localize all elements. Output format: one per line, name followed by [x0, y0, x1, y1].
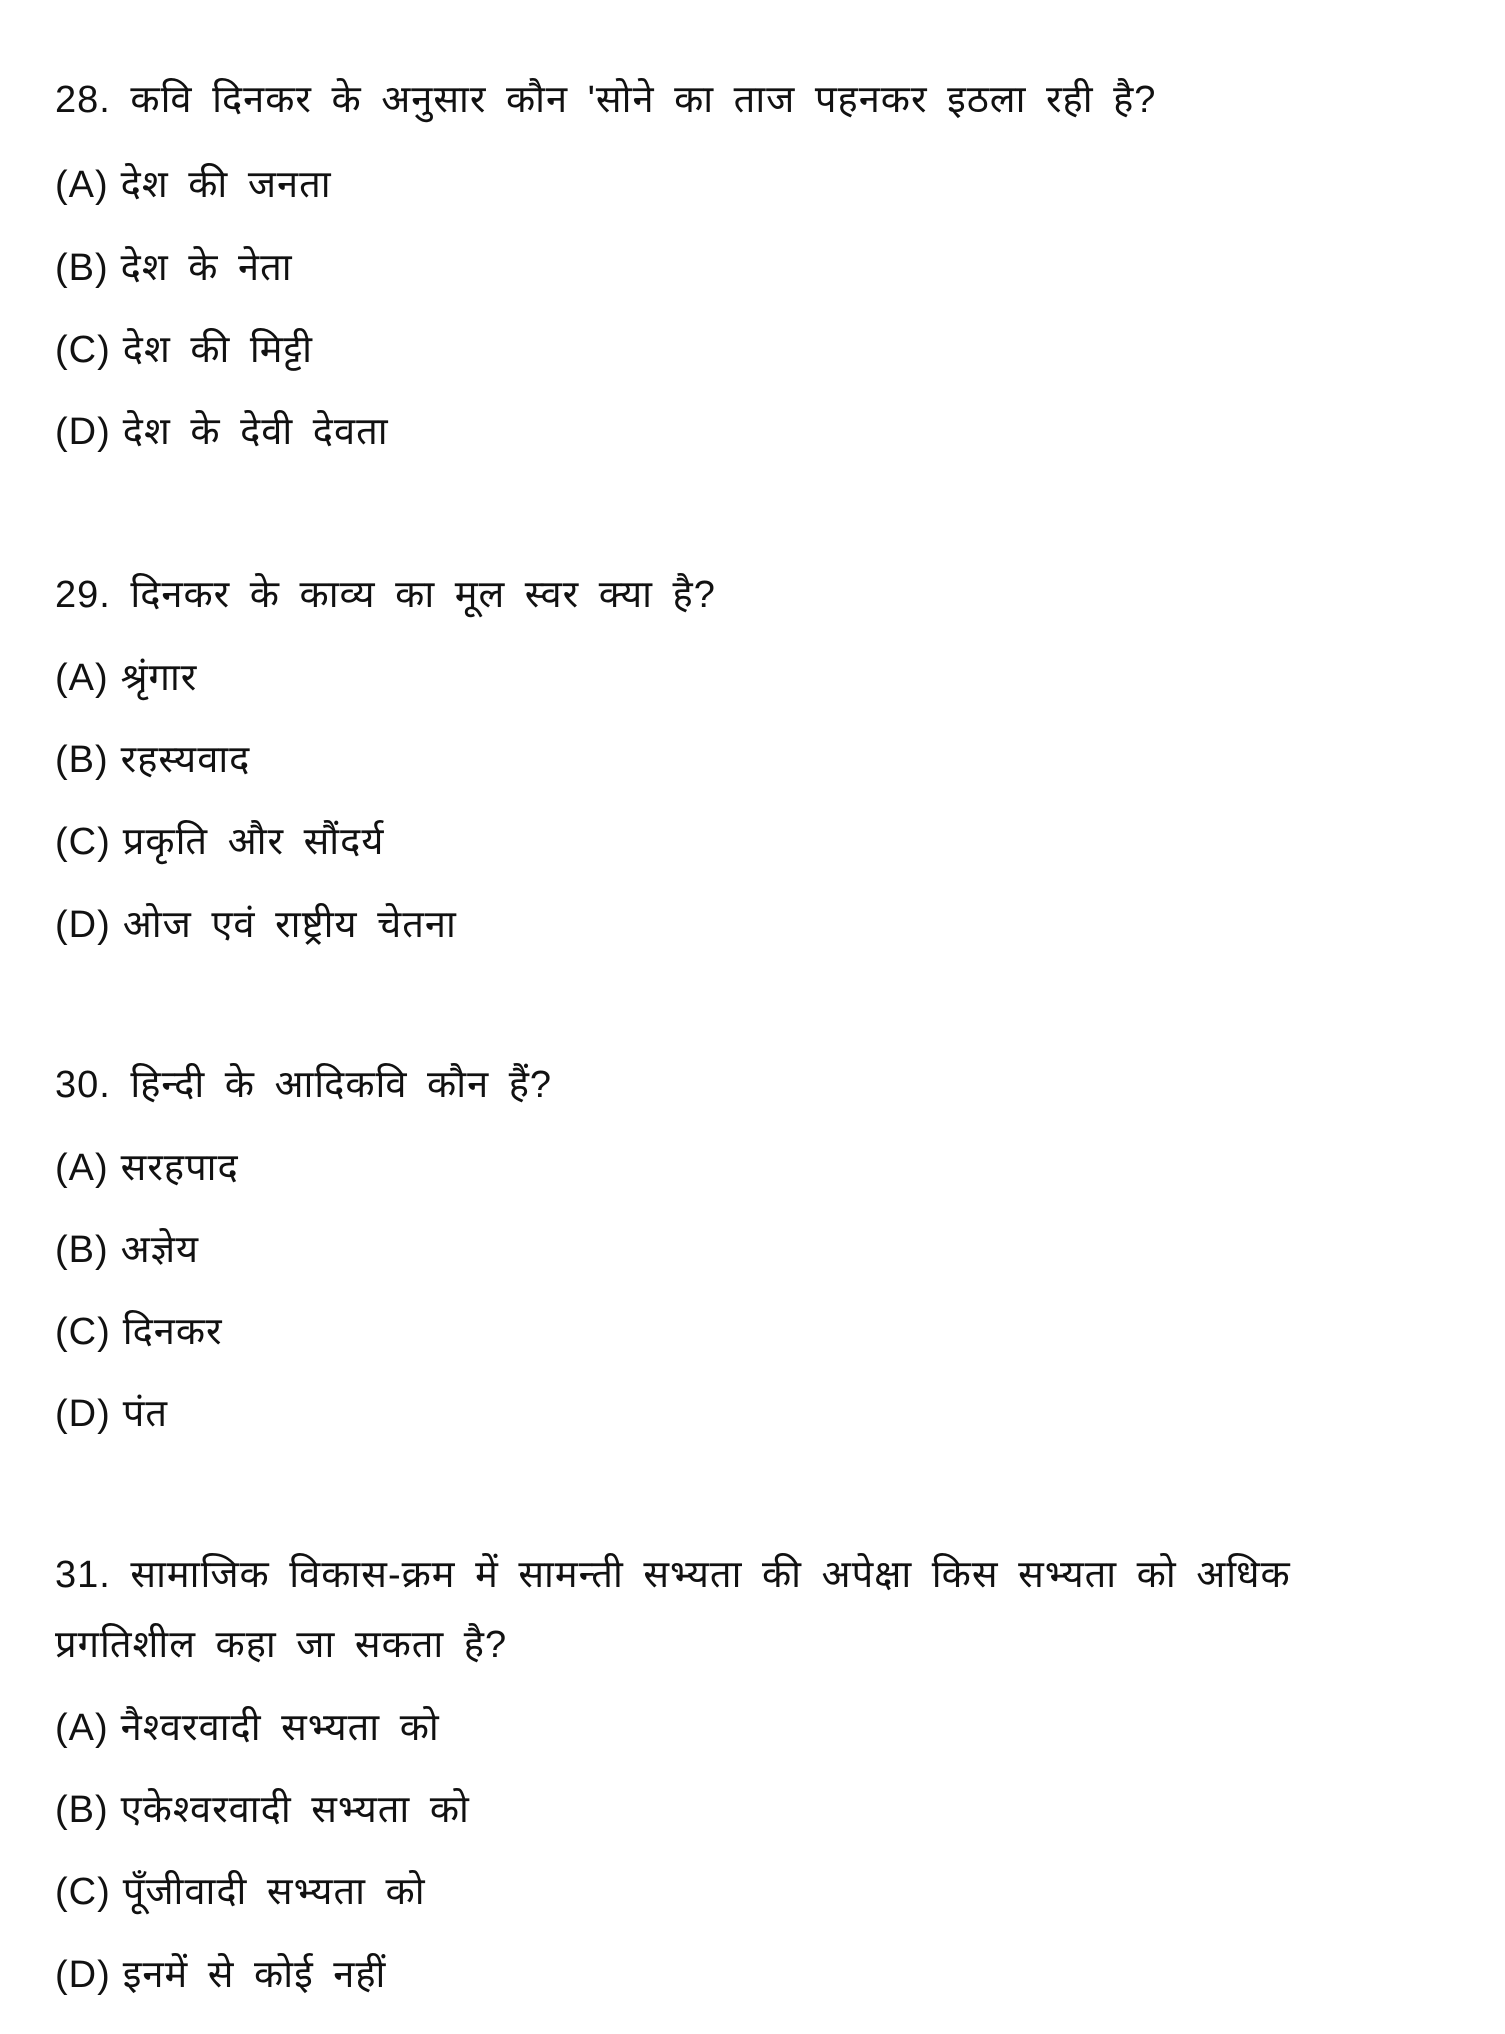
option-label: (A) — [55, 1707, 109, 1749]
question-30-option-c — [55, 1308, 223, 1356]
question-31-title-line2 — [55, 1621, 507, 1669]
option-label: (D) — [55, 1393, 111, 1435]
option-text: नैश्वरवादी सभ्यता को — [120, 1707, 440, 1749]
question-text: दिनकर के काव्य का मूल स्वर क्या है? — [130, 574, 716, 616]
option-text: देश की जनता — [120, 164, 332, 206]
option-text: श्रृंगार — [120, 657, 198, 699]
option-label: (A) — [55, 657, 109, 699]
option-text: एकेश्वरवादी सभ्यता को — [120, 1789, 470, 1831]
option-text: देश की मिट्टी — [122, 329, 313, 371]
question-31-option-d — [55, 1951, 386, 1999]
option-label: (D) — [55, 1954, 111, 1996]
question-28-option-c — [55, 326, 313, 374]
option-text: देश के देवी देवता — [122, 411, 389, 453]
question-31-title — [55, 1551, 1291, 1599]
option-text: पंत — [122, 1393, 169, 1435]
question-text-continued: प्रगतिशील कहा जा सकता है? — [55, 1624, 508, 1666]
option-text: प्रकृति और सौंदर्य — [122, 821, 385, 863]
question-29-option-b — [55, 736, 250, 784]
option-text: सरहपाद — [120, 1147, 239, 1189]
question-30-option-a — [55, 1144, 239, 1192]
option-label: (C) — [55, 329, 111, 371]
question-number: 30. — [55, 1064, 111, 1106]
option-label: (D) — [55, 411, 111, 453]
question-number: 31. — [55, 1554, 111, 1596]
question-text: सामाजिक विकास-क्रम में सामन्ती सभ्यता की अपेक्षा किस सभ्यता को अधिक — [130, 1554, 1291, 1596]
option-label: (B) — [55, 1789, 109, 1831]
option-label: (D) — [55, 904, 111, 946]
question-text: हिन्दी के आदिकवि कौन हैं? — [130, 1064, 553, 1106]
question-29-option-a — [55, 654, 197, 702]
question-text: कवि दिनकर के अनुसार कौन 'सोने का ताज पहनकर इठला रही है? — [130, 79, 1157, 121]
option-text: देश के नेता — [120, 247, 293, 289]
question-29-title — [55, 571, 716, 619]
question-28-title — [55, 76, 1156, 124]
question-31-option-c — [55, 1868, 426, 1916]
question-29-option-c — [55, 818, 384, 866]
option-label: (B) — [55, 1229, 109, 1271]
option-label: (A) — [55, 1147, 109, 1189]
option-label: (B) — [55, 247, 109, 289]
question-28-option-d — [55, 408, 389, 456]
option-label: (A) — [55, 164, 109, 206]
option-text: इनमें से कोई नहीं — [122, 1954, 387, 1996]
question-28-option-a — [55, 161, 332, 209]
question-number: 28. — [55, 79, 111, 121]
option-text: रहस्यवाद — [120, 739, 251, 781]
question-29-option-d — [55, 901, 457, 949]
question-number: 29. — [55, 574, 111, 616]
option-text: दिनकर — [122, 1311, 223, 1353]
question-28-option-b — [55, 244, 293, 292]
option-text: ओज एवं राष्ट्रीय चेतना — [122, 904, 457, 946]
question-30-option-d — [55, 1390, 168, 1438]
option-label: (C) — [55, 821, 111, 863]
option-label: (C) — [55, 1311, 111, 1353]
question-30-title — [55, 1061, 552, 1109]
question-31-option-b — [55, 1786, 470, 1834]
option-text: पूँजीवादी सभ्यता को — [122, 1871, 426, 1913]
option-label: (B) — [55, 739, 109, 781]
option-label: (C) — [55, 1871, 111, 1913]
question-31-option-a — [55, 1704, 440, 1752]
question-30-option-b — [55, 1226, 199, 1274]
option-text: अज्ञेय — [120, 1229, 200, 1271]
